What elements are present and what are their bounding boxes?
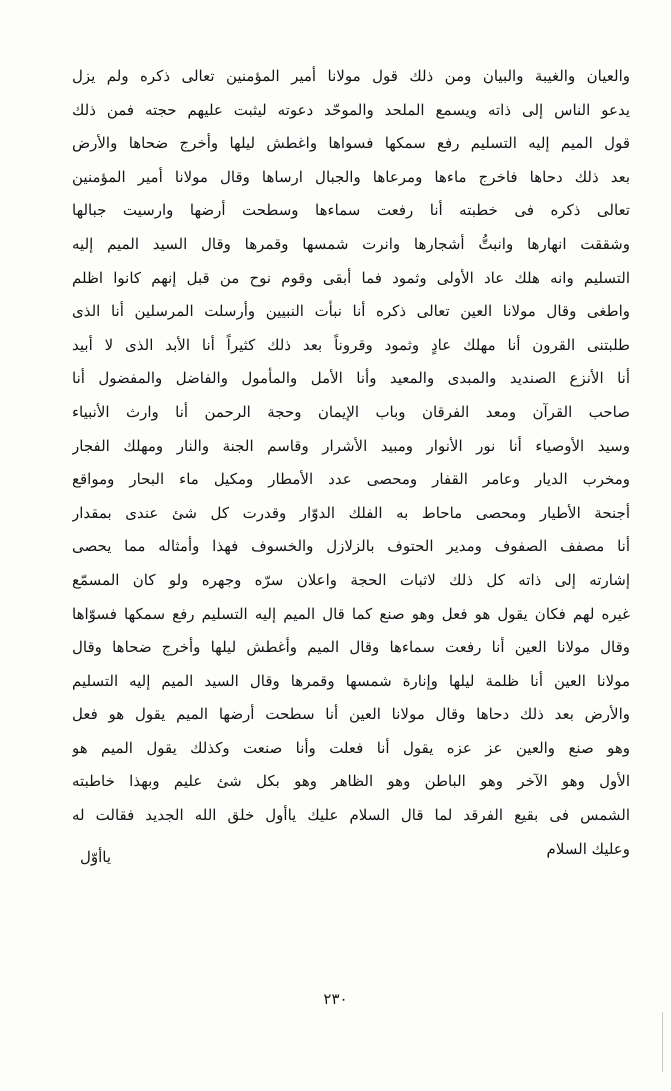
text-line-4: بعد ذلك دحاها فاخرج ماءها ومرعاها والجبال ارساها وقال مولانا أمير المؤمنين [72,167,630,186]
text-line-14: أجنحة الأطيار ومحصى ماحاط به الفلك الدوّار وقدرت كل شئ عندى بمقدار [72,503,630,522]
text-line-11: صاحب القرآن ومعد الفرقان وباب الإيمان وحجة الرحمن أنا وارث الأنبياء [72,402,630,421]
text-line-15: أنا مصفف الصفوف ومدير الحتوف بالزلازل والخسوف فهذا وأمثاله مما يحصى [72,537,630,556]
text-line-17: غيره لهم فكان يقول هو فعل وهو صنع كما قال الميم إليه التسليم رفع سمكها فسوّاها [72,604,630,623]
text-line-21: وهو صنع والعين عز عزه يقول أنا فعلت وأنا صنعت وكذلك يقول الميم هو [72,738,630,757]
text-line-20: والأرض بعد ذلك دحاها وقال مولانا العين أنا سطحت أرضها الميم يقول هو فعل [72,705,630,724]
text-line-3: قول الميم إليه التسليم رفع سمكها فسواها واغطش ليلها وأخرج ضحاها والأرض [72,134,630,153]
text-line-6: وشققت انهارها وانبتُّ أشجارها وانرت شمسها وقمرها وقال السيد الميم إليه [72,234,630,253]
page-number: ٢٣٠ [323,990,348,1008]
text-line-19: مولانا العين أنا ظلمة ليلها وإنارة شمسها وقمرها وقال السيد الميم إليه التسليم [72,671,630,690]
text-line-24: وعليك السلام [546,839,630,858]
text-line-12: وسيد الأوصياء أنا نور الأنوار ومبيد الأشرار وقاسم الجنة والنار ومهلك الفجار [72,436,630,455]
body-text [72,60,630,866]
text-line-23: الشمس فى بقيع الفرقد لما قال السلام عليك ياأول خلق الله الجديد فقالت له [72,806,630,825]
text-line-7: التسليم وانه هلك عاد الأولى وثمود فما أبقى وقوم نوح من قبل إنهم كانوا اظلم [72,268,630,287]
text-line-8: واطغى وقال مولانا العين تعالى ذكره أنا نبأت النبيين وأرسلت المرسلين أنا الذى [72,302,630,321]
scan-edge-mark [662,1012,663,1072]
text-line-16: إشارته إلى ذاته كل ذلك لاثبات الحجة واعلان سرّه وجهره ولو كان المسمّع [72,570,630,589]
text-line-13: ومخرب الديار وعامر القفار ومحصى عدد الأمطار ومكيل ماء البحار ومواقع [72,470,630,489]
closing-word: ياأوّل [79,848,111,866]
text-line-22: الأول وهو الآخر وهو الباطن وهو الظاهر وهو بكل شئ عليم وبهذا خاطبته [72,772,630,791]
text-line-5: تعالى ذكره فى خطبته أنا رفعت سماءها وسطحت أرضها وارسيت جبالها [72,201,630,220]
text-line-18: وقال مولانا العين أنا رفعت سماءها وقال الميم وأغطش ليلها وأخرج ضحاها وقال [72,638,630,657]
text-line-10: أنا الأنزع الصنديد والمبدى والمعيد وأنا الأمل والمأمول والفاضل والمفضول أنا [72,369,630,388]
text-line-1: والعيان والغيبة والبيان ومن ذلك قول مولانا أمير المؤمنين تعالى ذكره ولم يزل [72,67,630,85]
text-line-2: يدعو الناس إلى ذاته ويسمع الملحد والموحّد دعوته ليثبت عليهم حجته فمن ذلك [72,100,630,119]
text-line-9: طلبتنى القرون أنا مهلك عادٍ وثمود وقروناً بعد ذلك كثيراً أنا الأبد الذى لا أبيد [72,335,630,354]
